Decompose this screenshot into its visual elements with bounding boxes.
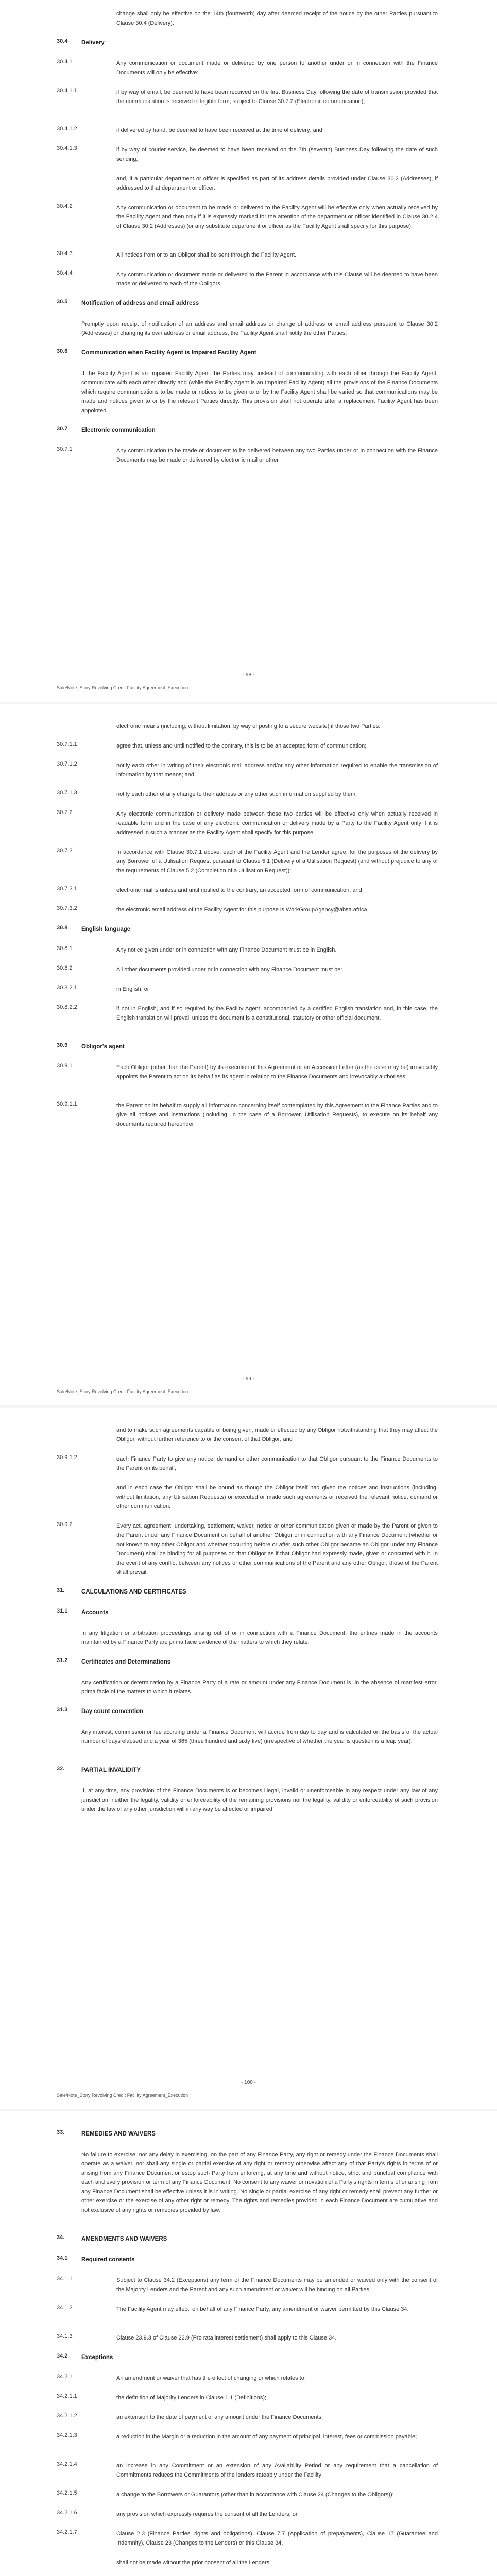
clause-text: change shall only be effective on the 14th (fourteenth) day after deemed receipt of the notice by the other Parties pursuant to Clause 30.4 (Delivery). (116, 11, 438, 26)
heading-text: REMEDIES AND WAIVERS (81, 2131, 156, 2137)
clause-text: any provision which expressly requires the consent of all the Lenders; or (116, 2511, 298, 2517)
document-page-1 (0, 0, 497, 702)
clause-paragraph (0, 809, 497, 837)
clause-number: 30.4.1.1 (57, 88, 77, 94)
section-heading (0, 925, 497, 934)
section-heading (0, 2353, 497, 2362)
clause-paragraph (0, 59, 497, 77)
heading-text: Certificates and Determinations (81, 1659, 171, 1665)
clause-text: an extension to the date of payment of any amount under the Finance Documents; (116, 2414, 323, 2420)
clause-text: Promptly upon receipt of notification of an address and email address or change of address or email address pursuant to Clause 30.2 (Addresses) or changing its own address or email address, the Facility Agent shall notify the other Parties. (81, 321, 438, 336)
clause-number: 30.7.1.3 (57, 790, 77, 796)
footer-document-title: Sale/Note_Story Revolving Credit Facility Agreement_Execution (57, 2093, 188, 2098)
clause-number: 30.7.1.2 (57, 761, 77, 767)
clause-paragraph (0, 1727, 497, 1746)
heading-text: CALCULATIONS AND CERTIFICATES (81, 1589, 186, 1595)
section-heading (0, 348, 497, 358)
clause-text: Clause 23.9.3 of Clause 23.9 (Pro rata interest settlement) shall apply to this Clause 34. (116, 2335, 337, 2341)
clause-paragraph (0, 9, 497, 28)
clause-paragraph (0, 2413, 497, 2422)
section-heading (0, 1707, 497, 1716)
clause-text: In any litigation or arbitration proceedings arising out of or in connection with a Finance Document, the entries made in the accounts maintained by a Finance Party are prima facie evidence of the matters to which they relate. (81, 1630, 438, 1646)
clause-paragraph (0, 1521, 497, 1577)
clause-paragraph (0, 1678, 497, 1697)
clause-paragraph (0, 2333, 497, 2343)
clause-number: 30.4 (57, 38, 68, 44)
clause-number: 30.4.4 (57, 270, 73, 276)
clause-text: Subject to Clause 34.2 (Exceptions) any term of the Finance Documents may be amended or waived only with the consent of the Majority Lenders and the Parent and any such amendment or waiver will be binding on all Parties. (116, 2277, 438, 2293)
heading-text: PARTIAL INVALIDITY (81, 1767, 141, 1773)
section-heading (0, 2129, 497, 2139)
section-heading (0, 426, 497, 435)
clause-paragraph (0, 145, 497, 164)
clause-number: 34.2.1.1 (57, 2393, 77, 2399)
clause-paragraph (0, 945, 497, 955)
clause-paragraph (0, 761, 497, 779)
clause-paragraph (0, 2490, 497, 2499)
clause-text: notify each other in writing of their electronic mail address and/or any other information required to enable the transmission of information by that means; and (116, 762, 438, 778)
clause-number: 34.2 (57, 2353, 68, 2359)
clause-paragraph (0, 2393, 497, 2402)
clause-number: 30.8.2.2 (57, 1004, 77, 1010)
clause-text: if not in English, and if so required by the Facility Agent, accompanied by a certified English translation and, in this case, the English translation will prevail unless the document is a constitutional, statutory or other official document. (116, 1006, 438, 1021)
clause-text: Any communication to be made or document to be delivered between any two Parties under or in connection with the Finance Documents may be made or delivered by electronic mail or other (116, 448, 438, 463)
clause-text: Any notice given under or in connection with any Finance Document must be in English. (116, 947, 337, 953)
clause-number: 30.7.2 (57, 809, 73, 816)
clause-number: 34.2.1.7 (57, 2529, 77, 2535)
heading-text: AMENDMENTS AND WAIVERS (81, 2236, 167, 2242)
clause-text: Each Obligor (other than the Parent) by its execution of this Agreement or an Accession Letter (as the case may be) irrevocably appoints the Parent to act on its behalf as its agent in relation to the Finance Documents and irrevocably authorises: (116, 1064, 438, 1080)
clause-text: notify each other of any change to their address or any other such information supplied by them. (116, 791, 357, 798)
clause-text: No failure to exercise, nor any delay in exercising, on the part of any Finance Party, any right or remedy under the Finance Documents shall operate as a waiver, nor shall any single or partial exercise of any right or remedy otherwise affect any of that Party's rights in terms of or arising from any Finance Document or estop such Party from enforcing, at any time and without notice, strict and punctual compliance with each and every provision or term of any Finance Document. No consent to any waiver or novation of a Party's rights in terms of or arising from any Finance Document shall be effective unless it is in writing. No single or partial exercise of any right or remedy shall prevent any further or other exercise or the exercise of any other right or remedy. The rights and remedies provided in each Finance Document are cumulative and not exclusive of any rights or remedies provided by law. (81, 2151, 438, 2213)
clause-number: 31.1 (57, 1608, 68, 1614)
clause-number: 30.7.3 (57, 848, 73, 854)
page-number: - 100 - (241, 2080, 256, 2086)
section-heading (0, 1766, 497, 1775)
clause-paragraph (0, 88, 497, 106)
clause-paragraph (0, 2150, 497, 2215)
clause-text: Any certification or determination by a Finance Party of a rate or amount under any Finance Document is, in the absence of manifest error, prima facie of the matters to which it relates. (81, 1680, 438, 1695)
clause-paragraph (0, 1063, 497, 1081)
clause-text: In accordance with Clause 30.7.1 above, each of the Facility Agent and the Lender agree, for the purposes of the delivery by any Borrower of a Utilisation Request pursuant to Clause 5.1 (Delivery of a Utilisation Request) (and without prejudice to any of the requirements of Clause 5.2 (Completion of a Utilisation Request)): (116, 849, 438, 874)
clause-text: All notices from or to an Obligor shall be sent through the Facility Agent. (116, 252, 297, 258)
clause-number: 34.2.1.3 (57, 2432, 77, 2438)
clause-paragraph (0, 2432, 497, 2442)
clause-paragraph (0, 2529, 497, 2548)
page-number: - 99 - (242, 1376, 255, 1382)
footer-document-title: Sale/Note_Story Revolving Credit Facility Agreement_Execution (57, 685, 188, 690)
clause-number: 30.4.1.3 (57, 145, 77, 151)
clause-text: If, at any time, any provision of the Finance Documents is or becomes illegal, invalid or unenforceable in any respect under any law of any jurisdiction, neither the legality, validity or enforceability of the remaining provisions nor the legality, validity or enforceability of such provision under the law of any other jurisdiction will in any way be affected or impaired. (81, 1788, 438, 1812)
section-heading (0, 38, 497, 47)
section-heading (0, 299, 497, 308)
clause-paragraph (0, 1483, 497, 1511)
clause-number: 30.7.1 (57, 446, 73, 452)
clause-number: 30.7.1.1 (57, 741, 77, 748)
heading-text: Notification of address and email address (81, 300, 199, 307)
clause-paragraph (0, 2374, 497, 2383)
clause-text: shall not be made without the prior consent of all the Lenders. (116, 2560, 271, 2566)
clause-number: 34.1.2 (57, 2304, 73, 2311)
clause-text: agree that, unless and until notified to the contrary, this is to be an accepted form of communication; (116, 743, 367, 749)
clause-text: Any communication or document made or delivered by one person to another under or in connection with the Finance Documents will only be effective: (116, 60, 438, 76)
clause-text: The Facility Agent may effect, on behalf of any Finance Party, any amendment or waiver permitted by this Clause 34. (116, 2306, 409, 2312)
clause-paragraph (0, 126, 497, 135)
clause-text: and in each case the Obligor shall be bound as though the Obligor itself had given the notices and instructions (including, without limitation, any Utilisation Requests) or executed or made such agreements or received the relevant notice, demand or other communication. (116, 1485, 438, 1510)
clause-paragraph (0, 2510, 497, 2519)
heading-text: Day count convention (81, 1708, 144, 1715)
clause-paragraph (0, 1101, 497, 1129)
clause-number: 30.9.1.1 (57, 1101, 77, 1107)
clause-paragraph (0, 2461, 497, 2480)
section-heading (0, 1657, 497, 1667)
clause-number: 30.6 (57, 348, 68, 354)
page-number: - 98 - (242, 672, 255, 678)
clause-number: 30.4.2 (57, 203, 73, 209)
clause-text: if by way of email, be deemed to have been received on the first Business Day following the date of transmission provided that the communication is received in legible form, subject to Clause 30.7.2 (Electronic communication); (116, 89, 438, 105)
clause-number: 30.9.1 (57, 1063, 73, 1069)
clause-number: 30.7.3.2 (57, 905, 77, 911)
clause-paragraph (0, 1426, 497, 1444)
clause-number: 30.8 (57, 925, 68, 931)
clause-number: 30.4.1 (57, 59, 73, 65)
clause-text: Any interest, commission or fee accruing under a Finance Document will accrue from day to day and is calculated on the basis of the actual number of days elapsed and a year of 365 (three hundred and sixty five) (irrespective of whether the year is question is a leap year). (81, 1729, 438, 1744)
clause-paragraph (0, 1454, 497, 1473)
clause-paragraph (0, 250, 497, 260)
clause-number: 31. (57, 1587, 65, 1594)
clause-paragraph (0, 270, 497, 289)
clause-number: 34.2.1.4 (57, 2461, 77, 2467)
clause-text: and, if a particular department or officer is specified as part of its address details provided under Clause 30.2 (Addresses), if addressed to that department or officer. (116, 176, 438, 191)
section-heading (0, 2255, 497, 2264)
clause-number: 34.2.1.6 (57, 2510, 77, 2516)
clause-text: a change to the Borrowers or Guarantors (other than in accordance with Clause 24 (Changes to the Obligors)); (116, 2492, 394, 2498)
clause-text: electronic mail is unless and until notified to the contrary, an accepted form of communication; and (116, 887, 362, 893)
clause-paragraph (0, 965, 497, 974)
clause-paragraph (0, 848, 497, 875)
section-heading (0, 1042, 497, 1052)
clause-text: the definition of Majority Lenders in Clause 1.1 (Definitions); (116, 2395, 267, 2401)
clause-text: electronic means (including, without limitation, by way of posting to a secure website) if those two Parties: (116, 723, 381, 730)
clause-number: 30.8.2.1 (57, 985, 77, 991)
clause-text: Every act, agreement, undertaking, settlement, waiver, notice or other communication given or made by the Parent or given to the Parent under any Finance Document on behalf of another Obligor or in connection with any Finance Document (whether or not known to any other Obligor and whether occurring before or after such other Obligor became an Obligor under any Finance Document) shall be binding for all purposes on that Obligor as if that Obligor had expressly made, given or concurred with it. In the event of any conflict between any notices or other communications of the Parent and any other Obligor, those of the Parent shall prevail. (116, 1523, 438, 1575)
clause-text: each Finance Party to give any notice, demand or other communication to that Obligor pursuant to the Finance Documents to the Parent on its behalf, (116, 1456, 438, 1471)
clause-number: 31.2 (57, 1657, 68, 1664)
clause-text: the Parent on its behalf to supply all information concerning itself contemplated by this Agreement to the Finance Parties and to give all notices and instructions (including, in the case of a Borrower, Utilisation Requests), to execute on its behalf any documents required hereunder (116, 1103, 438, 1127)
clause-text: an increase in any Commitment or an extension of any Availability Period or any requirement that a cancellation of Commitments reduces the Commitments of the lenders rateably under the Facility; (116, 2463, 438, 2478)
clause-number: 34. (57, 2234, 65, 2241)
footer-document-title: Sale/Note_Story Revolving Credit Facility Agreement_Execution (57, 1389, 188, 1394)
clause-paragraph (0, 446, 497, 465)
clause-text: Any electronic communication or delivery made between those two parties will be effective only when actually received in readable form and in the case of any electronic communication or delivery made by a Party to the Facility Agent only if it is addressed in such a manner as the Facility Agent shall specify for this purpose. (116, 811, 438, 836)
clause-paragraph (0, 1786, 497, 1814)
clause-number: 34.2.1.5 (57, 2490, 77, 2496)
clause-text: All other documents provided under or in connection with any Finance Document must be: (116, 967, 342, 973)
clause-paragraph (0, 369, 497, 415)
document-page-2 (0, 704, 497, 1405)
document-page-4 (0, 2111, 497, 2576)
heading-text: Accounts (81, 1609, 109, 1616)
clause-number: 34.2.1.2 (57, 2413, 77, 2419)
clause-number: 30.9.1.2 (57, 1454, 77, 1461)
heading-text: English language (81, 926, 131, 933)
clause-number: 30.7.3.1 (57, 886, 77, 892)
clause-paragraph (0, 1004, 497, 1023)
clause-paragraph (0, 985, 497, 994)
clause-number: 31.3 (57, 1707, 68, 1713)
heading-text: Communication when Facility Agent is Impaired Facility Agent (81, 350, 256, 356)
clause-number: 30.4.1.2 (57, 126, 77, 132)
clause-number: 34.1.3 (57, 2333, 73, 2340)
section-heading (0, 1608, 497, 1617)
heading-text: Electronic communication (81, 427, 156, 433)
clause-text: and to make such agreements capable of being given, made or effected by any Obligor notwithstanding that they may affect the Obligor, without further reference to or the consent of that Obligor; and (116, 1427, 438, 1443)
clause-number: 30.7 (57, 426, 68, 432)
clause-paragraph (0, 2276, 497, 2294)
clause-text: if by way of courier service, be deemed to have been received on the 7th (seventh) Business Day following the date of such sending, (116, 147, 438, 162)
clause-number: 30.8.1 (57, 945, 73, 952)
clause-number: 34.2.1 (57, 2374, 73, 2380)
clause-text: Clause 2.3 (Finance Parties' rights and obligations), Clause 7.7 (Application of prepayments), Clause 17 (Guarantee and Indemnity), Clause 23 (Changes to the Lenders) or this Clause 34, (116, 2531, 438, 2546)
clause-paragraph (0, 790, 497, 799)
clause-paragraph (0, 741, 497, 751)
clause-text: the electronic email address of the Facility Agent for this purpose is WorkGroupAgency@absa.africa. (116, 907, 369, 913)
clause-paragraph (0, 203, 497, 231)
clause-paragraph (0, 886, 497, 895)
clause-text: Any communication or document to be made or delivered to the Facility Agent will be effective only when actually received by the Facility Agent and then only if it is expressly marked for the attention of the department or officer identified in Clause 30.2.4 of Clause 30.2 (Addresses) (or any substitute department or officer as the Facility Agent shall specify for this purpose). (116, 205, 438, 229)
clause-number: 30.8.2 (57, 965, 73, 971)
clause-number: 30.5 (57, 299, 68, 305)
heading-text: Obligor's agent (81, 1044, 125, 1050)
clause-paragraph (0, 905, 497, 914)
clause-paragraph (0, 2558, 497, 2567)
clause-paragraph (0, 319, 497, 338)
clause-paragraph (0, 1629, 497, 1647)
clause-number: 34.1 (57, 2255, 68, 2261)
clause-number: 32. (57, 1766, 65, 1772)
clause-paragraph (0, 174, 497, 193)
clause-number: 30.4.3 (57, 250, 73, 257)
heading-text: Required consents (81, 2257, 135, 2263)
clause-text: in English; or (116, 986, 149, 992)
section-heading (0, 2234, 497, 2244)
clause-number: 34.1.1 (57, 2276, 73, 2282)
clause-text: if delivered by hand, be deemed to have been received at the time of delivery; and (116, 127, 322, 133)
clause-paragraph (0, 2304, 497, 2314)
heading-text: Exceptions (81, 2354, 113, 2361)
document-page-3 (0, 1408, 497, 2109)
clause-text: a reduction in the Margin or a reduction in the amount of any payment of principal, interest, fees or commission payable; (116, 2434, 417, 2440)
clause-text: An amendment or waiver that has the effect of changing or which relates to: (116, 2375, 306, 2381)
heading-text: Delivery (81, 40, 105, 46)
clause-number: 30.9 (57, 1042, 68, 1048)
clause-number: 30.9.2 (57, 1521, 73, 1528)
section-heading (0, 1587, 497, 1597)
clause-text: If the Facility Agent is an Impaired Facility Agent the Parties may, instead of communicating with each other through the Facility Agent, communicate with each other directly and (while the Facility Agent is an Impaired Facility Agent) all the provisions of the Finance Documents which require communications to be made or notices to be given to or by the Facility Agent shall be varied so that communications may be made and notices given to or by the relevant Parties directly. This provision shall not operate after a replacement Facility Agent has been appointed. (81, 370, 438, 414)
clause-text: Any communication or document made or delivered to the Parent in accordance with this Clause will be deemed to have been made or delivered to each of the Obligors. (116, 272, 438, 287)
clause-paragraph (0, 722, 497, 731)
clause-number: 33. (57, 2129, 65, 2136)
